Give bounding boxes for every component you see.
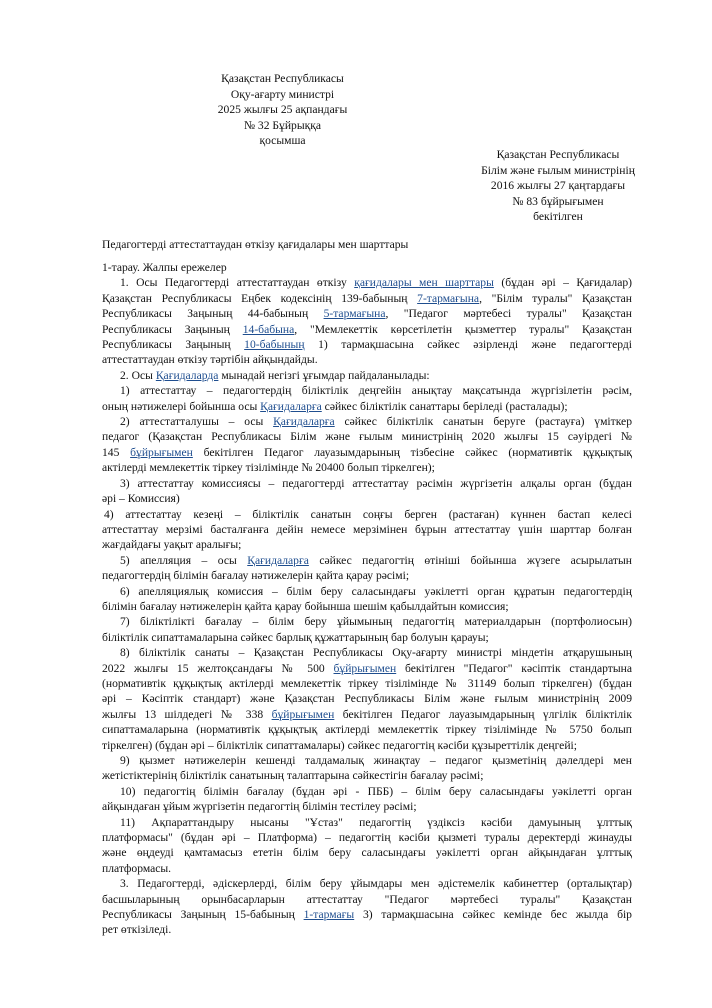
- text-line: [102, 830, 632, 845]
- text-line: [102, 892, 632, 907]
- text-segment: жетістіктерінің біліктілік санатының талаптарына сәйкестігін бағалау рәсімі;: [102, 769, 484, 783]
- document-body: [102, 260, 632, 938]
- text-line: [102, 815, 632, 830]
- text-segment: педагог (Қазақстан Республикасы Білім және ғылым министрінің 2020 жылғы 15 сәуірдегі №: [102, 430, 632, 444]
- stamp-line: қосымша: [259, 134, 306, 148]
- text-line: [102, 861, 632, 876]
- text-line: [102, 907, 632, 922]
- text-line: [102, 768, 632, 783]
- text-line: [102, 491, 632, 506]
- reference-link[interactable]: бұйрығымен: [271, 707, 335, 721]
- text-segment: әрі – Кәсіптік стандарт) және Қазақстан Республикасы Білім және ғылым министрінің 2009: [102, 692, 632, 706]
- appendix-stamp: [180, 71, 385, 149]
- text-segment: Республикасы Заңының: [102, 322, 243, 336]
- text-line: [102, 784, 632, 799]
- stamp-line: бекітілген: [533, 210, 583, 224]
- reference-link[interactable]: Қағидаларға: [273, 415, 335, 429]
- approval-stamp: [448, 147, 668, 225]
- text-segment: (бұдан әрі – Қағидалар): [493, 276, 632, 290]
- text-segment: жағдайдағы уақыт аралығы;: [102, 538, 242, 552]
- stamp-line: Оқу-ағарту министрі: [230, 87, 335, 101]
- text-segment: тіркелген) (бұдан әрі – біліктілік сипаттамалары) сәйкес педагогтің кәсіби құзыреттілік деңгейі;: [102, 738, 577, 752]
- text-line: [102, 922, 632, 937]
- text-line: [102, 445, 632, 460]
- text-segment: Қазақстан Республикасы Еңбек кодексінің 139-бабының: [102, 291, 418, 305]
- text-line: [102, 614, 632, 629]
- text-line: [102, 291, 632, 306]
- text-segment: сәйкес біліктілік санаттары беріледі (расталады);: [321, 399, 568, 413]
- document-title: Педагогтерді аттестаттаудан өткізу қағидалары мен шарттары: [102, 238, 409, 251]
- text-segment: бекітілген "Педагог" кәсіптік стандартына: [396, 661, 632, 675]
- text-segment: , "Білім туралы" Қазақстан: [479, 291, 632, 305]
- text-line: [102, 645, 632, 660]
- text-segment: Республикасы Заңының 44-бабының: [102, 307, 324, 321]
- text-line: [102, 260, 632, 275]
- text-line: [102, 722, 632, 737]
- text-segment: және өңдеуді қамтамасыз ететін білім беру саласындағы уәкілетті орган айқындаған ұлттық: [102, 846, 632, 860]
- text-segment: , "Педагог мәртебесі туралы" Қазақстан: [385, 307, 632, 321]
- text-segment: сәйкес біліктілік санатын беруге (растауға) үміткер: [334, 415, 632, 429]
- text-segment: рет өткізіледі.: [102, 923, 172, 937]
- stamp-line: № 83 бұйрығымен: [512, 194, 604, 208]
- text-line: [102, 476, 632, 491]
- text-segment: сәйкес педагогтің өтініші бойынша жүзеге асырылатын: [308, 553, 632, 567]
- text-line: [102, 352, 632, 367]
- text-line: [102, 414, 632, 429]
- text-segment: білімін бағалау нәтижелерін қайта қарау бойынша шешім қабылдайтын комиссия;: [102, 599, 509, 613]
- text-segment: 1-тарау. Жалпы ережелер: [102, 261, 227, 274]
- text-line: [102, 738, 632, 753]
- stamp-line: Білім және ғылым министрінің: [481, 163, 635, 177]
- text-line: [102, 306, 632, 321]
- text-line: [102, 676, 632, 691]
- stamp-line: Қазақстан Республикасы: [221, 72, 344, 85]
- text-segment: 8) біліктілік санаты – Қазақстан Республикасы Оқу-ағарту министрі міндетін атқарушының: [120, 646, 632, 660]
- text-segment: 4) аттестаттау кезеңі – біліктілік санатын соңғы берген (растаған) күннен бастап келесі: [104, 507, 632, 521]
- text-segment: әрі – Комиссия): [102, 492, 180, 506]
- reference-link[interactable]: қағидалары мен шарттары: [354, 276, 494, 290]
- text-segment: 2) аттестатталушы – осы: [120, 415, 274, 429]
- text-line: [102, 553, 632, 568]
- reference-link[interactable]: 10-бабының: [244, 338, 305, 352]
- reference-link[interactable]: 5-тармағына: [323, 307, 386, 321]
- text-segment: 7) біліктілікті бағалау – білім беру ұйымының педагогтің материалдарын (портфолиосын): [120, 615, 632, 629]
- stamp-line: № 32 Бұйрыққа: [243, 118, 322, 132]
- text-line: [102, 584, 632, 599]
- text-line: [102, 661, 632, 676]
- text-segment: 2. Осы: [120, 368, 156, 382]
- reference-link[interactable]: бұйрығымен: [333, 661, 397, 675]
- text-line: [102, 691, 632, 706]
- text-segment: актілерді мемлекеттік тіркеу тізілімінде № 20400 болып тіркелген);: [102, 461, 435, 475]
- text-segment: бекітілген Педагог лауазымдарының тізбесіне сәйкес (нормативтік құқықтық: [192, 445, 633, 459]
- text-segment: 6) апелляциялық комиссия – білім беру саласындағы уәкілетті орган құратын педагогтердің: [120, 584, 632, 598]
- text-segment: Республикасы Заңының: [102, 338, 245, 352]
- stamp-line: 2025 жылғы 25 ақпандағы: [217, 103, 348, 117]
- text-segment: 3. Педагогтерді, әдіскерлерді, білім беру ұйымдары мен әдістемелік кабинеттер (орталықтар): [120, 877, 632, 891]
- text-segment: платформасы.: [102, 861, 172, 875]
- text-line: [102, 707, 632, 722]
- text-segment: 9) қызмет нәтижелерін кешенді талдамалық жинақтау – педагог қызметінің дәлелдері мен: [120, 754, 632, 767]
- text-segment: аттестаттаудан өткізу тәртібін айқындайды.: [102, 353, 318, 367]
- text-segment: 2022 жылғы 15 желтоқсандағы № 500: [102, 661, 334, 675]
- text-segment: 5) апелляция – осы: [120, 553, 248, 567]
- text-line: [102, 337, 632, 352]
- text-segment: 1) аттестаттау – педагогтердің біліктілік деңгейін анықтау мақсатында жүргізілетін рәсім,: [120, 384, 632, 398]
- text-segment: 3) аттестаттау комиссиясы – педагогтерді аттестаттау рәсімін жүргізетін алқалы орган (бұдан: [120, 476, 632, 490]
- text-segment: мынадай негізгі ұғымдар пайдаланылады:: [218, 368, 430, 382]
- reference-link[interactable]: Қағидаларға: [260, 399, 322, 413]
- text-segment: Республикасы Заңының 15-бабының: [102, 908, 304, 922]
- text-segment: 11) Ақпараттандыру нысаны "Ұстаз" педагогтің үздіксіз кәсіби дамуының ұлттық: [120, 815, 632, 829]
- text-segment: 1. Осы Педагогтерді аттестаттаудан өткізу: [120, 276, 355, 290]
- text-line: [102, 429, 632, 444]
- text-segment: айқындаған ұйым жүргізетін педагогтің білімін тестілеу рәсімі;: [102, 800, 417, 814]
- text-segment: платформасы" (бұдан әрі – Платформа) – педагогтің кәсіби қызметі туралы деректерді жинауды: [102, 831, 632, 845]
- text-segment: 3) тармақшасына сәйкес кемінде бес жылда бір: [354, 908, 632, 922]
- text-segment: , "Мемлекеттік көрсетілетін қызметтер туралы" Қазақстан: [294, 322, 632, 336]
- text-segment: жылғы 13 шілдедегі № 338: [102, 707, 272, 721]
- text-segment: оның нәтижелері бойынша осы: [102, 399, 261, 413]
- text-line: [102, 275, 632, 290]
- text-line: [102, 522, 632, 537]
- text-line: [102, 399, 632, 414]
- text-line: [102, 368, 632, 383]
- text-segment: (нормативтік құқықтық актілерді мемлекеттік тіркеу тізілімінде № 31149 болып тіркелген) (бұдан: [102, 676, 632, 690]
- text-segment: сипаттамаларына (нормативтік құқықтық актілерді мемлекеттік тіркеу тізілімінде № 5750 болып: [102, 723, 632, 737]
- text-line: [102, 799, 632, 814]
- text-line: [102, 460, 632, 475]
- text-line: [102, 630, 632, 645]
- text-segment: 1) тармақшасына сәйкес әзірленді және педагогтерді: [304, 338, 632, 352]
- reference-link[interactable]: 14-бабына: [242, 322, 295, 336]
- text-line: [102, 753, 632, 768]
- reference-link[interactable]: Қағидаларға: [247, 553, 309, 567]
- text-line: [102, 322, 632, 337]
- text-line: [102, 568, 632, 583]
- reference-link[interactable]: 1-тармағы: [303, 908, 355, 922]
- text-segment: бекітілген Педагог лауазымдарының үлгілік біліктілік: [334, 707, 632, 721]
- text-segment: 145: [102, 445, 131, 459]
- text-line: [102, 845, 632, 860]
- text-line: [102, 537, 632, 552]
- text-segment: аттестаттау мерзімі басталғанға дейін немесе мерзімінен бұрын аттестаттау үшін шарттар болған: [102, 522, 632, 536]
- text-segment: біліктілік сипаттамаларына сәйкес барлық құжаттарының бар болуын қарауы;: [102, 630, 489, 644]
- text-segment: педагогтердің білімін бағалау нәтижелерін қайта қарау рәсімі;: [102, 569, 410, 583]
- reference-link[interactable]: бұйрығымен: [130, 445, 193, 459]
- text-line: [102, 383, 632, 398]
- stamp-line: Қазақстан Республикасы: [496, 148, 620, 161]
- text-line: [102, 876, 632, 891]
- text-segment: 10) педагогтің білімін бағалау (бұдан әрі - ПББ) – білім беру саласындағы уәкілетті орган: [120, 784, 632, 798]
- stamp-line: 2016 жылғы 27 қаңтардағы: [490, 179, 626, 193]
- text-line: [102, 599, 632, 614]
- reference-link[interactable]: Қағидаларда: [155, 368, 219, 382]
- reference-link[interactable]: 7-тармағына: [417, 291, 480, 305]
- text-segment: басшыларының орынбасарларын аттестаттау "Педагог мәртебесі туралы" Қазақстан: [102, 892, 632, 906]
- text-line: [102, 507, 632, 522]
